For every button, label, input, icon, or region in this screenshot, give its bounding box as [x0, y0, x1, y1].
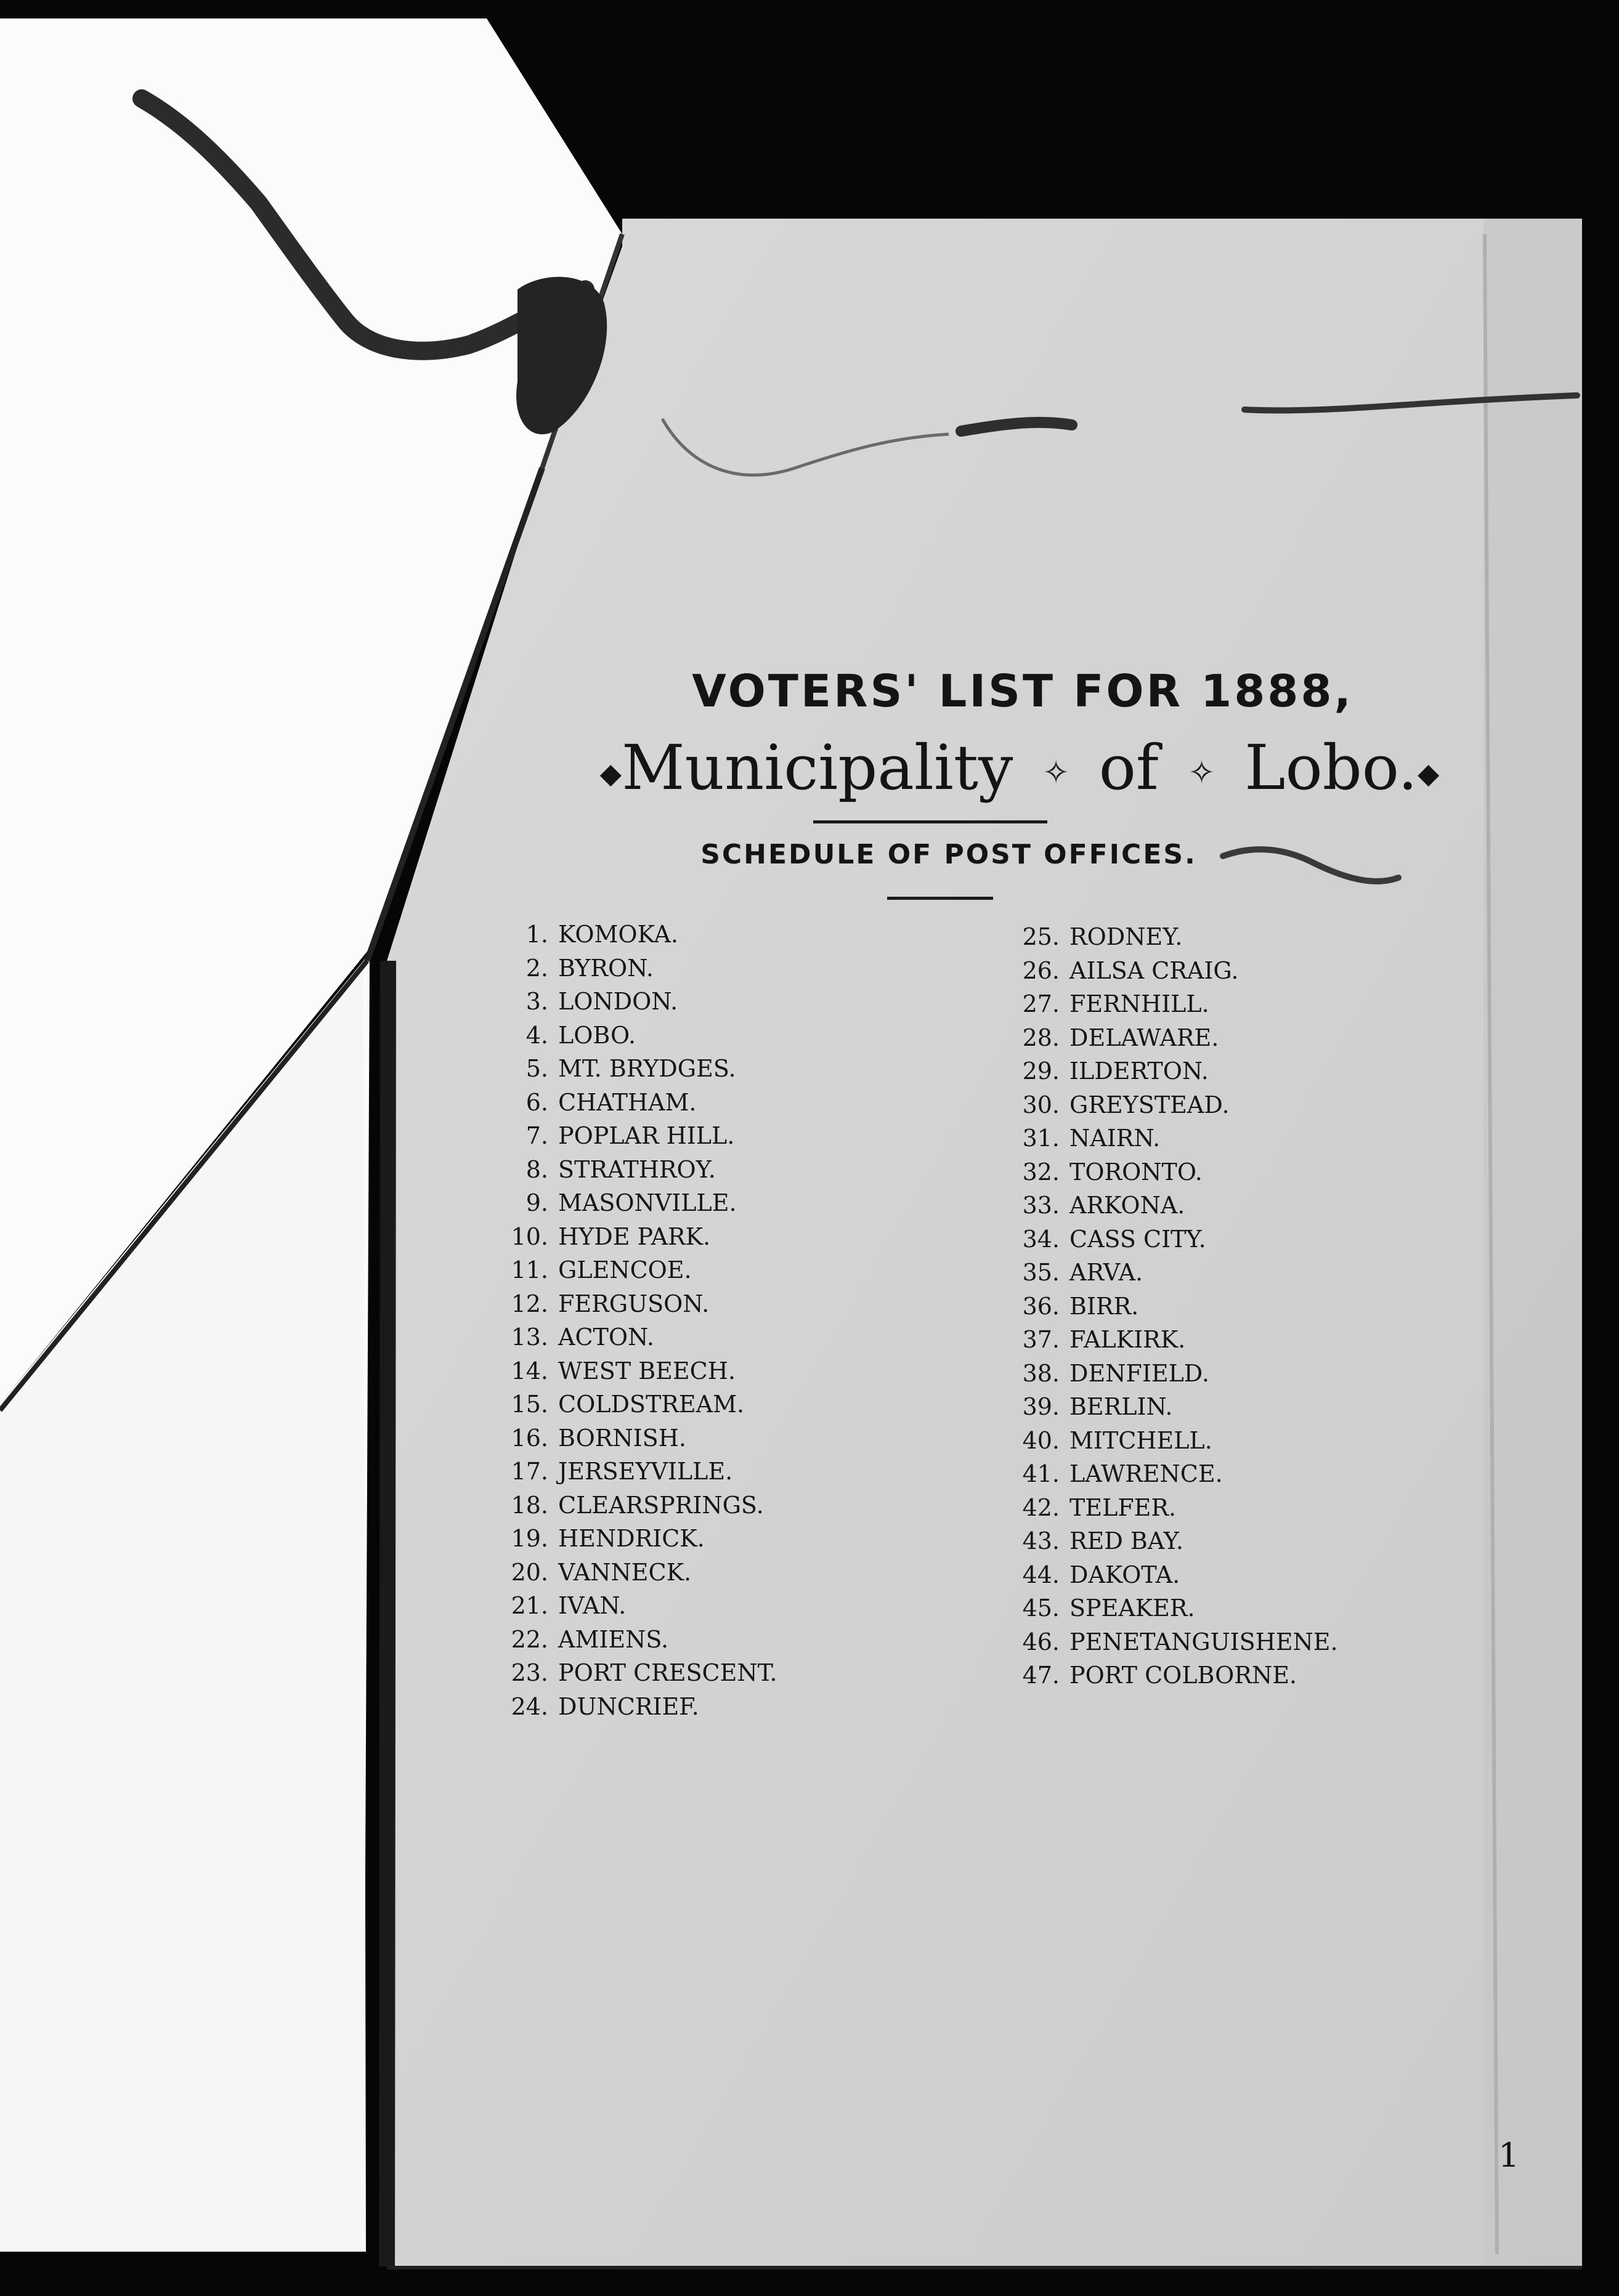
post-office-name: COLDSTREAM. — [558, 1391, 745, 1418]
subtitle-word-lobo: Lobo. — [1244, 732, 1418, 804]
document-title: VOTERS' LIST FOR 1888, — [692, 665, 1353, 717]
post-office-name: BERLIN. — [1069, 1393, 1173, 1421]
post-office-number: 9. — [525, 1189, 548, 1217]
post-office-name: MT. BRYDGES. — [558, 1055, 736, 1083]
post-office-number: 17. — [511, 1458, 548, 1486]
post-office-item — [487, 1119, 967, 1153]
post-office-item — [487, 1019, 967, 1053]
post-office-number: 6. — [525, 1088, 548, 1116]
schedule-heading: SCHEDULE OF POST OFFICES. — [700, 839, 1197, 870]
post-office-item — [998, 1256, 1479, 1290]
post-office-item — [998, 1524, 1479, 1558]
post-office-number: 13. — [511, 1324, 548, 1351]
document-subtitle — [0, 732, 1619, 804]
post-office-number: 23. — [511, 1659, 548, 1687]
post-office-number: 38. — [1022, 1359, 1060, 1387]
post-office-name: CASS CITY. — [1069, 1225, 1206, 1253]
post-office-item — [487, 1455, 967, 1489]
post-office-item — [487, 1220, 967, 1254]
post-office-number: 44. — [1022, 1561, 1060, 1588]
post-office-name: KOMOKA. — [558, 921, 678, 948]
post-office-number: 12. — [511, 1290, 548, 1317]
post-office-name: PORT COLBORNE. — [1069, 1662, 1297, 1689]
post-office-number: 16. — [511, 1424, 548, 1452]
post-office-item — [998, 1088, 1479, 1122]
post-office-name: FERGUSON. — [558, 1290, 710, 1317]
post-office-item — [998, 987, 1479, 1021]
post-office-number: 30. — [1022, 1091, 1060, 1118]
subtitle-word-municipality: Municipality — [622, 732, 1013, 804]
post-office-name: TELFER. — [1069, 1494, 1177, 1521]
post-office-number: 28. — [1022, 1024, 1060, 1051]
post-office-item — [487, 1186, 967, 1220]
post-office-name: IVAN. — [558, 1592, 627, 1620]
post-office-name: DENFIELD. — [1069, 1359, 1209, 1387]
post-office-number: 42. — [1022, 1494, 1060, 1521]
post-office-item — [487, 1052, 967, 1086]
post-office-name: BYRON. — [558, 954, 654, 982]
post-office-item — [998, 1223, 1479, 1256]
post-office-item — [998, 1457, 1479, 1491]
post-office-item — [998, 1357, 1479, 1391]
post-office-item — [998, 1558, 1479, 1592]
post-office-item — [998, 1155, 1479, 1189]
post-office-number: 18. — [511, 1491, 548, 1519]
page-spine-shadow — [1483, 219, 1582, 2268]
post-office-name: GLENCOE. — [558, 1256, 692, 1284]
post-office-item — [998, 1390, 1479, 1424]
post-office-list-left — [487, 918, 967, 1723]
post-office-name: NAIRN. — [1069, 1125, 1161, 1152]
post-office-item — [487, 1656, 967, 1690]
post-office-item — [487, 1354, 967, 1388]
post-office-name: DUNCRIEF. — [558, 1692, 699, 1720]
post-office-number: 3. — [525, 988, 548, 1016]
post-office-name: MITCHELL. — [1069, 1426, 1212, 1454]
page-number: 1 — [1498, 2136, 1520, 2175]
post-office-item — [487, 1320, 967, 1354]
post-office-number: 1. — [525, 921, 548, 948]
diamond-icon: ◆ — [599, 756, 622, 790]
post-office-item — [998, 1591, 1479, 1625]
post-office-item — [998, 1122, 1479, 1155]
post-office-name: FERNHILL. — [1069, 990, 1209, 1018]
post-office-item — [487, 1253, 967, 1287]
post-office-item — [487, 918, 967, 952]
post-office-item — [487, 1086, 967, 1120]
post-office-name: RED BAY. — [1069, 1527, 1183, 1555]
post-office-number: 35. — [1022, 1259, 1060, 1287]
post-office-item — [998, 1424, 1479, 1458]
diamond-icon: ◆ — [1417, 756, 1440, 790]
post-office-name: RODNEY. — [1069, 923, 1183, 951]
post-office-name: HYDE PARK. — [558, 1223, 711, 1250]
post-office-name: VANNECK. — [558, 1558, 692, 1586]
post-office-item — [998, 1625, 1479, 1659]
post-office-number: 5. — [525, 1055, 548, 1083]
post-office-number: 14. — [511, 1357, 548, 1384]
post-office-name: ACTON. — [558, 1324, 654, 1351]
divider-rule — [813, 820, 1047, 823]
post-office-item — [998, 1290, 1479, 1324]
post-office-name: ILDERTON. — [1069, 1057, 1209, 1085]
post-office-name: WEST BEECH. — [558, 1357, 736, 1384]
post-office-number: 2. — [525, 954, 548, 982]
post-office-name: ARKONA. — [1069, 1192, 1185, 1219]
post-office-number: 29. — [1022, 1057, 1060, 1085]
post-office-number: 34. — [1022, 1225, 1060, 1253]
star-ornament-icon: ✧ — [1188, 754, 1215, 792]
post-office-number: 8. — [525, 1155, 548, 1183]
post-office-name: ARVA. — [1069, 1259, 1143, 1287]
post-office-number: 24. — [511, 1692, 548, 1720]
post-office-number: 10. — [511, 1223, 548, 1250]
post-office-item — [487, 1153, 967, 1187]
post-office-name: AILSA CRAIG. — [1069, 956, 1239, 984]
post-office-list-right — [998, 920, 1479, 1692]
post-office-name: PORT CRESCENT. — [558, 1659, 777, 1687]
post-office-name: LOBO. — [558, 1021, 636, 1049]
post-office-name: LONDON. — [558, 988, 678, 1016]
post-office-number: 31. — [1022, 1125, 1060, 1152]
post-office-item — [998, 920, 1479, 954]
post-office-number: 36. — [1022, 1292, 1060, 1320]
post-office-name: PENETANGUISHENE. — [1069, 1628, 1338, 1655]
post-office-name: TORONTO. — [1069, 1158, 1203, 1186]
post-office-name: BORNISH. — [558, 1424, 686, 1452]
post-office-number: 43. — [1022, 1527, 1060, 1555]
post-office-item — [487, 1421, 967, 1455]
post-office-name: DAKOTA. — [1069, 1561, 1180, 1588]
post-office-item — [998, 954, 1479, 988]
divider-rule — [887, 897, 993, 900]
post-office-number: 20. — [511, 1558, 548, 1586]
post-office-name: STRATHROY. — [558, 1155, 716, 1183]
post-office-number: 47. — [1022, 1662, 1060, 1689]
post-office-name: SPEAKER. — [1069, 1595, 1195, 1622]
page-left-edge-line — [387, 961, 388, 2266]
post-office-number: 4. — [525, 1021, 548, 1049]
post-office-number: 25. — [1022, 923, 1060, 951]
post-office-number: 15. — [511, 1391, 548, 1418]
post-office-number: 11. — [511, 1256, 548, 1284]
post-office-number: 37. — [1022, 1326, 1060, 1354]
post-office-item — [487, 952, 967, 985]
post-office-name: CHATHAM. — [558, 1088, 697, 1116]
post-office-number: 45. — [1022, 1595, 1060, 1622]
post-office-name: AMIENS. — [558, 1625, 669, 1653]
post-office-item — [487, 1556, 967, 1590]
subtitle-word-of: of — [1098, 732, 1159, 804]
post-office-number: 40. — [1022, 1426, 1060, 1454]
post-office-name: JERSEYVILLE. — [558, 1458, 733, 1486]
post-office-name: POPLAR HILL. — [558, 1122, 735, 1150]
post-office-number: 27. — [1022, 990, 1060, 1018]
post-office-item — [487, 1690, 967, 1724]
post-office-number: 33. — [1022, 1192, 1060, 1219]
post-office-name: BIRR. — [1069, 1292, 1139, 1320]
post-office-item — [998, 1189, 1479, 1223]
post-office-item — [487, 1388, 967, 1421]
post-office-number: 41. — [1022, 1460, 1060, 1488]
post-office-item — [998, 1323, 1479, 1357]
post-office-item — [487, 1589, 967, 1623]
post-office-name: CLEARSPRINGS. — [558, 1491, 764, 1519]
post-office-item — [487, 1287, 967, 1321]
post-office-name: MASONVILLE. — [558, 1189, 737, 1217]
post-office-name: DELAWARE. — [1069, 1024, 1219, 1051]
post-office-number: 46. — [1022, 1628, 1060, 1655]
post-office-name: GREYSTEAD. — [1069, 1091, 1230, 1118]
post-office-name: LAWRENCE. — [1069, 1460, 1223, 1488]
post-office-item — [998, 1021, 1479, 1055]
post-office-number: 19. — [511, 1525, 548, 1553]
post-office-number: 22. — [511, 1625, 548, 1653]
post-office-item — [487, 1623, 967, 1657]
post-office-item — [487, 1489, 967, 1522]
post-office-item — [998, 1659, 1479, 1692]
post-office-number: 39. — [1022, 1393, 1060, 1421]
post-office-number: 32. — [1022, 1158, 1060, 1186]
post-office-number: 26. — [1022, 956, 1060, 984]
post-office-number: 21. — [511, 1592, 548, 1620]
post-office-name: HENDRICK. — [558, 1525, 705, 1553]
post-office-number: 7. — [525, 1122, 548, 1150]
post-office-item — [998, 1054, 1479, 1088]
post-office-name: FALKIRK. — [1069, 1326, 1186, 1354]
star-ornament-icon: ✧ — [1042, 754, 1069, 792]
post-office-item — [487, 985, 967, 1019]
post-office-item — [487, 1522, 967, 1556]
post-office-item — [998, 1491, 1479, 1525]
